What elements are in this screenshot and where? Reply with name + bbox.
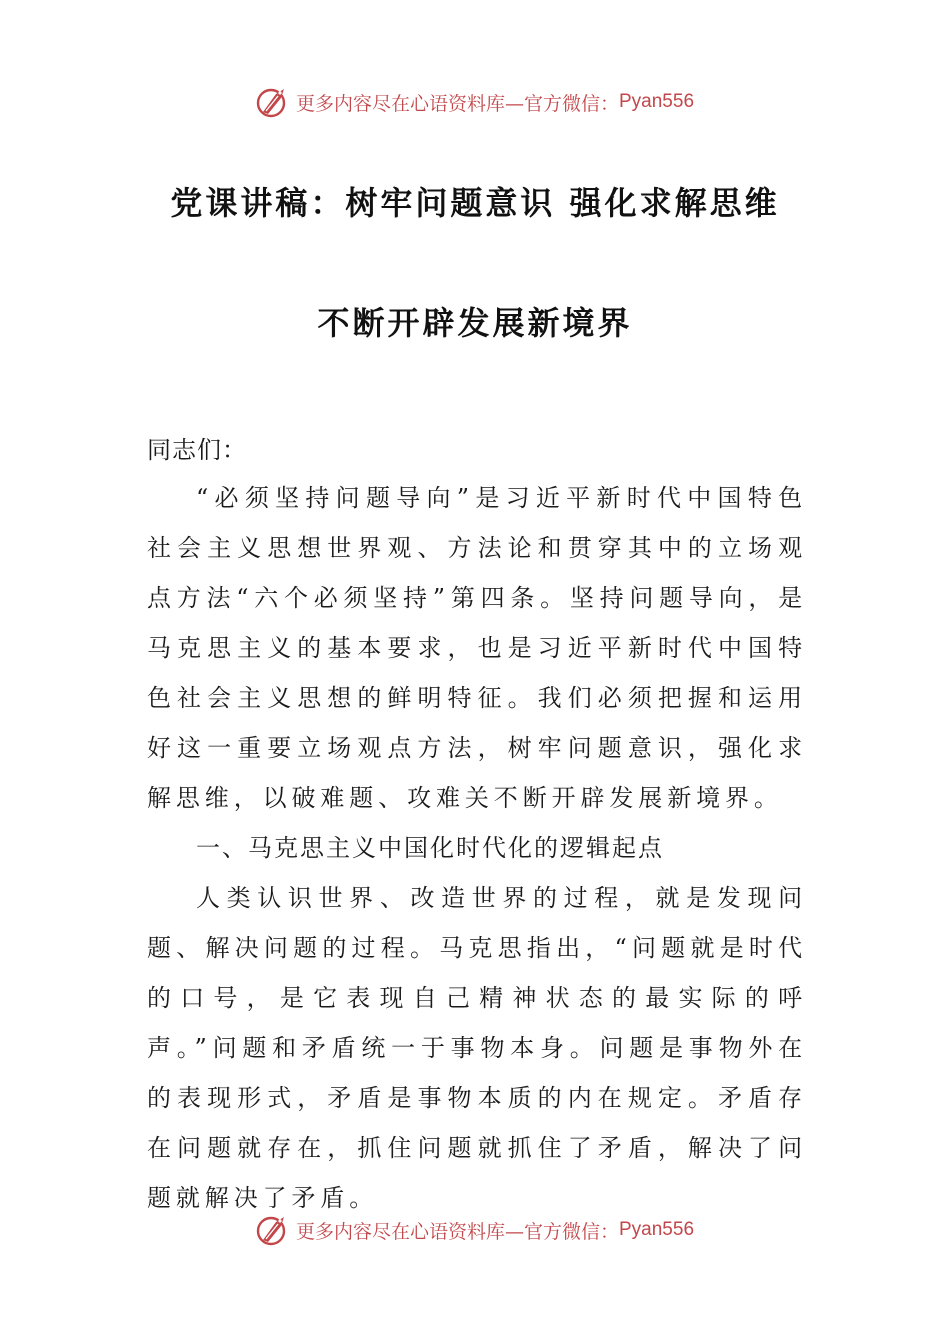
banner-text: 更多内容尽在心语资料库—官方微信： bbox=[295, 92, 619, 115]
greeting: 同志们： bbox=[147, 436, 247, 464]
section-heading: 一、马克思主义中国化时代化的逻辑起点 bbox=[196, 834, 664, 862]
paragraph-2: 人类认识世界、改造世界的过程，就是发现问题、解决问题的过程。马克思指出，“问题就是时代的口号，是它表现自己精神状态的最实际的呼声。”问题和矛盾统一于事物本身。问题是事物外在的表现形式，矛盾是事物本质的内在规定。矛盾存在问题就存在，抓住问题就抓住了矛盾，解决了问题就解决了矛盾。 bbox=[147, 884, 807, 1212]
banner-text: 更多内容尽在心语资料库—官方微信： bbox=[295, 1220, 619, 1243]
pen-nib-logo-icon bbox=[256, 85, 290, 119]
pen-nib-logo-icon bbox=[256, 1213, 290, 1247]
title-line-1: 党课讲稿：树牢问题意识 强化求解思维 bbox=[170, 184, 780, 222]
footer-banner bbox=[0, 1210, 950, 1250]
wechat-id: Pyan556 bbox=[619, 91, 695, 112]
wechat-id: Pyan556 bbox=[619, 1219, 695, 1240]
title-line-2: 不断开辟发展新境界 bbox=[317, 304, 633, 342]
paragraph-1: “必须坚持问题导向”是习近平新时代中国特色社会主义思想世界观、方法论和贯穿其中的立场观点方法“六个必须坚持”第四条。坚持问题导向，是马克思主义的基本要求，也是习近平新时代中国特色社会主义思想的鲜明特征。我们必须把握和运用好这一重要立场观点方法，树牢问题意识，强化求解思维，以破难题、攻难关不断开辟发展新境界。 bbox=[147, 484, 807, 812]
header-banner bbox=[0, 82, 950, 122]
